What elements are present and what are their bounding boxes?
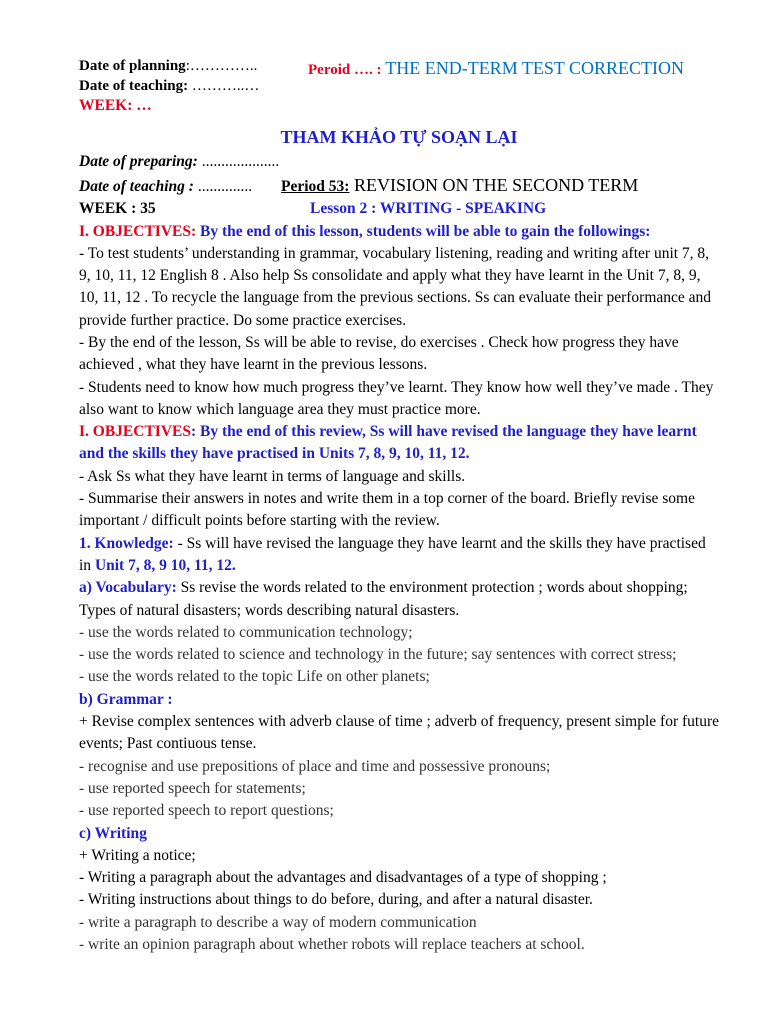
vocabulary-heading: a) Vocabulary:	[79, 579, 177, 597]
grammar-item: - use reported speech to report questions;	[79, 802, 334, 820]
preparing-label: Date of preparing:	[79, 153, 198, 170]
period-title: THE END-TERM TEST CORRECTION	[385, 58, 685, 78]
writing-heading: c) Writing	[79, 824, 147, 842]
knowledge-units: Unit 7, 8, 9 10, 11, 12.	[94, 556, 236, 574]
planning-dots: :…………..	[185, 58, 258, 74]
info-teaching-label: Date of teaching :	[79, 177, 194, 195]
vocabulary-text: Ss revise the words related to the environment protection ; words about shopping; Types of natural disasters; words describing natural disasters.	[79, 579, 688, 619]
grammar-item: - use reported speech for statements;	[79, 779, 306, 797]
writing-item: - write a paragraph to describe a way of modern communication	[79, 913, 477, 931]
knowledge-text: - Ss will have revised the language they have learnt and the skills they have practised in	[79, 534, 706, 574]
knowledge-heading: 1. Knowledge:	[79, 534, 174, 552]
header-dates	[79, 56, 259, 96]
header-block	[79, 56, 719, 96]
vocabulary-item: - use the words related to communication technology;	[79, 623, 413, 641]
grammar-item: - recognise and use prepositions of place and time and possessive pronouns;	[79, 757, 551, 775]
vocabulary-item: - use the words related to the topic Life on other planets;	[79, 668, 430, 686]
period-revision-title: REVISION ON THE SECOND TERM	[349, 174, 639, 195]
objectives-2-para: - Ask Ss what they have learnt in terms of language and skills.	[79, 467, 466, 485]
week-lesson-row	[79, 198, 719, 221]
preparing-dots: ....................	[197, 153, 280, 170]
week-line: WEEK: …	[79, 97, 152, 114]
period-number: Period 53:	[281, 177, 350, 195]
preparing-row	[79, 151, 719, 174]
info-teaching-dots: ..............	[193, 177, 253, 195]
objectives-1-lead: By the end of this lesson, students will be able to gain the followings:	[196, 222, 651, 240]
grammar-heading: b) Grammar :	[79, 690, 173, 708]
planning-label: Date of planning	[79, 58, 186, 74]
objectives-1-para: - By the end of the lesson, Ss will be able to revise, do exercises . Check how progress they have achieved , what they have learnt in the previous lessons.	[79, 333, 679, 374]
writing-item: + Writing a notice;	[79, 846, 196, 864]
writing-item: - Writing instructions about things to do before, during, and after a natural disaster.	[79, 891, 593, 909]
vocabulary-para	[79, 577, 719, 622]
document-page	[79, 56, 719, 956]
header-period	[308, 58, 684, 80]
period-info	[281, 174, 638, 198]
reference-title: THAM KHẢO TỰ SOẠN LẠI	[280, 127, 518, 147]
objectives-1-heading-line	[79, 221, 719, 243]
knowledge-para	[79, 533, 719, 578]
writing-item: - write an opinion paragraph about whether robots will replace teachers at school.	[79, 936, 585, 953]
objectives-1-heading: I. OBJECTIVES:	[79, 222, 197, 240]
objectives-2-lead: : By the end of this review, Ss will have revised the language they have learnt and the skills they have practised in Units 7, 8, 9, 10, 11, 12.	[79, 423, 697, 463]
objectives-2-para: - Summarise their answers in notes and write them in a top corner of the board. Briefly revise some important / difficult points before starting with the review.	[79, 490, 695, 530]
teaching-row	[79, 176, 719, 199]
writing-item: - Writing a paragraph about the advantages and disadvantages of a type of shopping ;	[79, 869, 607, 887]
vocabulary-item: - use the words related to science and technology in the future; say sentences with correct stress;	[79, 646, 677, 664]
objectives-2-heading: I. OBJECTIVES	[79, 423, 191, 441]
teaching-dots: ………..…	[188, 78, 260, 94]
objectives-1-para: - Students need to know how much progress they’ve learnt. They know how well they’ve made . They also want to know which language area they must practice more.	[79, 378, 714, 418]
objectives-1-para: - To test students’ understanding in grammar, vocabulary listening, reading and writing after unit 7, 8, 9, 10, 11, 12 English 8 . Also help Ss consolidate and apply what they have learnt in the Unit 7, 8, 9, 10, 11, 12 . To recycle the language from the previous sections. Ss can evaluate their performance and provide further practice. Do some practice exercises.	[79, 244, 712, 329]
grammar-lead: + Revise complex sentences with adverb clause of time ; adverb of frequency, present simple for future events; Past contiuous tense.	[79, 713, 719, 753]
info-week: WEEK : 35	[79, 200, 156, 217]
teaching-label: Date of teaching:	[79, 78, 189, 94]
lesson-title: Lesson 2 : WRITING - SPEAKING	[310, 200, 547, 217]
period-label: Peroid …. :	[308, 62, 386, 78]
objectives-2-heading-line	[79, 421, 719, 466]
